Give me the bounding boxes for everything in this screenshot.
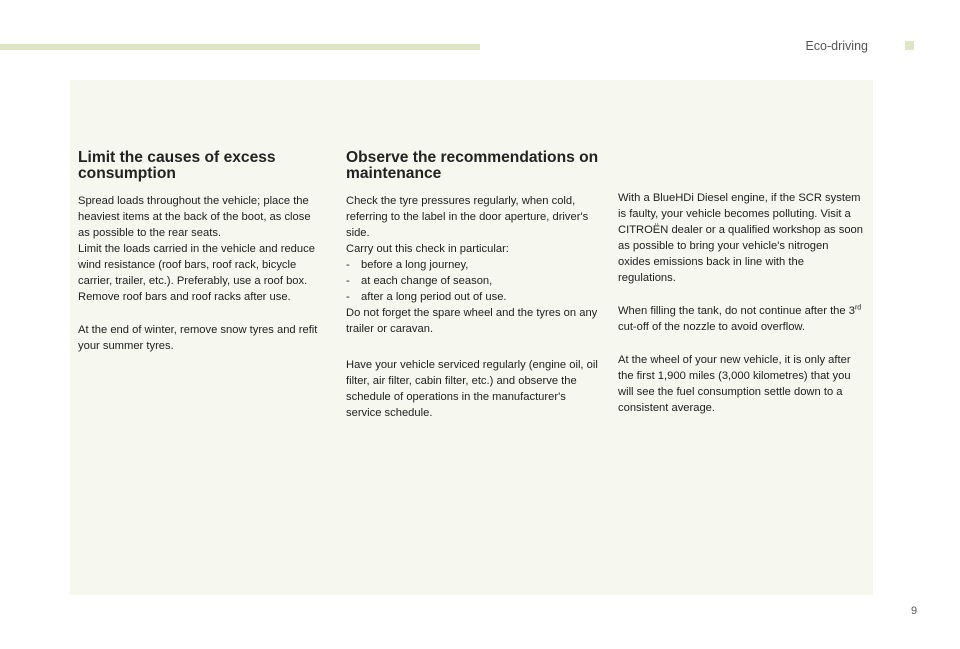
column-maintenance [346, 150, 600, 421]
paragraph-bluehdi: With a BlueHDi Diesel engine, if the SCR system is faulty, your vehicle becomes polluting. Visit a CITROËN dealer or a qualified workshop as soon as possible to bring your vehicle's nitrogen oxides emissions back in line with the regulations. [618, 192, 863, 284]
heading-excess-consumption: Limit the causes of excess consumption [78, 149, 276, 182]
list-item: - at each change of season, [346, 273, 600, 289]
paragraph-check-intro: Carry out this check in particular: [346, 243, 509, 255]
heading-maintenance: Observe the recommendations on maintenance [346, 149, 599, 182]
section-marker-square [905, 41, 914, 50]
header-accent-bar [0, 44, 480, 50]
paragraph-filling-tank [618, 303, 863, 335]
paragraph-spread-loads: Spread loads throughout the vehicle; place the heaviest items at the back of the boot, as close as possible to the rear seats. [78, 195, 311, 239]
section-title: Eco-driving [805, 39, 868, 53]
paragraph-limit-loads: Limit the loads carried in the vehicle and reduce wind resistance (roof bars, roof rack, bicycle carrier, trailer, etc.). Preferably, use a roof box. [78, 243, 315, 287]
paragraph-winter-tyres: At the end of winter, remove snow tyres and refit your summer tyres. [78, 324, 318, 352]
page-number: 9 [911, 605, 918, 617]
paragraph-remove-roof-bars: Remove roof bars and roof racks after use. [78, 291, 291, 303]
ordinal-suffix: rd [854, 304, 862, 312]
paragraph-servicing: Have your vehicle serviced regularly (engine oil, oil filter, air filter, cabin filter, etc.) and observe the schedule of operations in the manufacturer's service schedule. [346, 359, 598, 419]
paragraph-tyre-pressures: Check the tyre pressures regularly, when cold, referring to the label in the door aperture, driver's side. [346, 195, 589, 239]
paragraph-spare-wheel: Do not forget the spare wheel and the tyres on any trailer or caravan. [346, 307, 598, 335]
column-excess-consumption [78, 150, 321, 354]
column-notes [618, 190, 863, 416]
content-panel [70, 80, 873, 595]
check-list [346, 257, 600, 305]
filling-tank-text-end: cut-off of the nozzle to avoid overflow. [618, 321, 805, 333]
filling-tank-text-start: When filling the tank, do not continue after the 3 [618, 305, 855, 317]
list-item: - before a long journey, [346, 257, 600, 273]
list-item: - after a long period out of use. [346, 289, 600, 305]
paragraph-new-vehicle: At the wheel of your new vehicle, it is only after the first 1,900 miles (3,000 kilometres) that you will see the fuel consumption settle down to a consistent average. [618, 354, 851, 414]
